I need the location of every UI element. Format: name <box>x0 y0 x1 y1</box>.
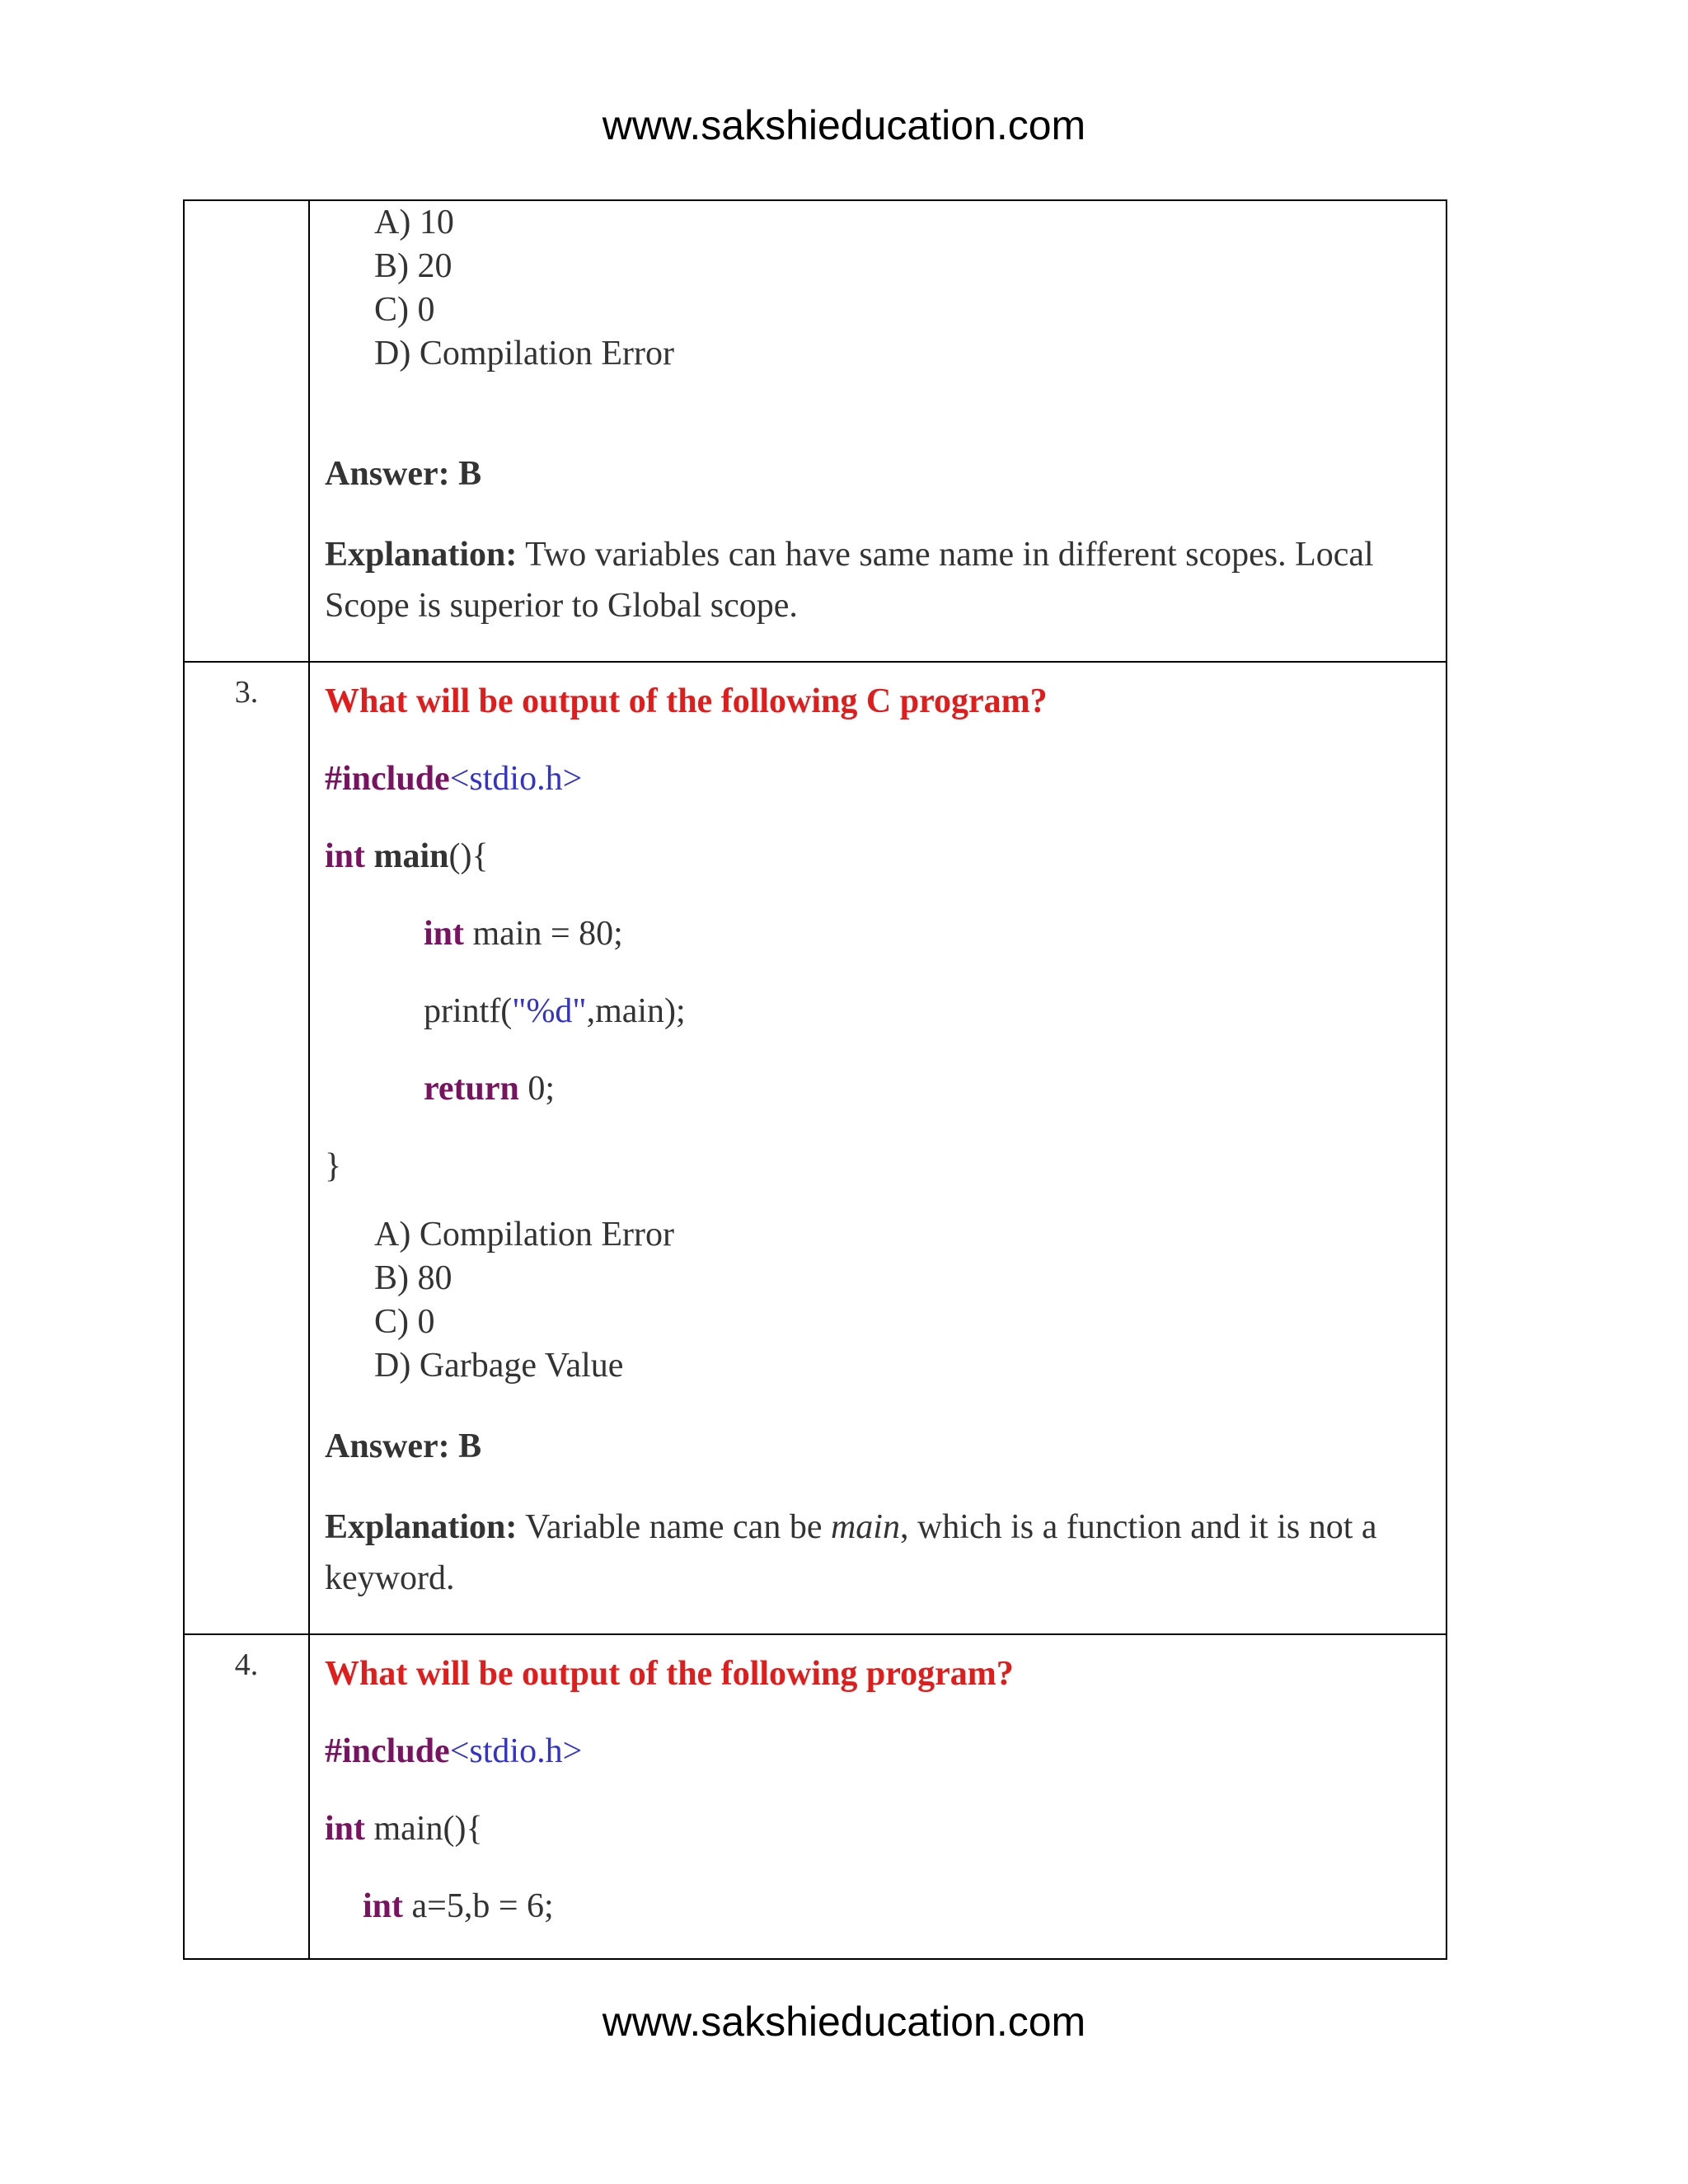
code-close-brace: } <box>325 1147 342 1185</box>
option-b: B) 80 <box>374 1259 452 1297</box>
explanation-q2: Explanation: Two variables can have same name in different scopes. Local Scope is superior to Global scope. <box>325 536 1374 625</box>
answer-q3: Answer: B <box>325 1427 482 1465</box>
code-line-3: return 0; <box>424 1070 556 1108</box>
options-list-q3 <box>325 1213 1432 1388</box>
content-cell <box>309 1634 1447 1959</box>
code-main-signature: int main(){ <box>325 1810 483 1848</box>
answer-value: B <box>458 455 482 493</box>
question-text: What will be output of the following C program? <box>325 682 1048 720</box>
code-include: #include<stdio.h> <box>325 1732 583 1770</box>
content-cell <box>309 662 1447 1634</box>
option-d: D) Compilation Error <box>374 335 674 373</box>
table-row-q4 <box>184 1634 1447 1959</box>
code-line-1: int main = 80; <box>424 915 623 953</box>
site-header: www.sakshieducation.com <box>602 102 1086 148</box>
explanation-q3: Explanation: Variable name can be main, which is a function and it is not a keyword. <box>325 1508 1377 1597</box>
answer-value: B <box>458 1427 482 1465</box>
site-footer: www.sakshieducation.com <box>602 1999 1086 2045</box>
code-line-1: int a=5,b = 6; <box>363 1887 554 1925</box>
option-a: A) Compilation Error <box>374 1216 674 1254</box>
options-list-q2 <box>325 201 1432 376</box>
question-table <box>183 199 1447 1960</box>
answer-q2: Answer: B <box>325 455 482 493</box>
code-main-signature: int main(){ <box>325 837 489 875</box>
content-cell <box>309 200 1447 662</box>
question-number: 3. <box>184 662 309 1634</box>
option-a: A) 10 <box>374 204 454 241</box>
code-include: #include<stdio.h> <box>325 760 583 798</box>
number-cell <box>184 200 309 662</box>
question-number: 4. <box>184 1634 309 1959</box>
table-row-q2 <box>184 200 1447 662</box>
option-c: C) 0 <box>374 291 435 329</box>
option-c: C) 0 <box>374 1303 435 1341</box>
option-b: B) 20 <box>374 247 452 285</box>
code-line-2: printf("%d",main); <box>424 992 686 1030</box>
option-d: D) Garbage Value <box>374 1347 624 1385</box>
table-row-q3 <box>184 662 1447 1634</box>
question-text: What will be output of the following program? <box>325 1655 1014 1693</box>
